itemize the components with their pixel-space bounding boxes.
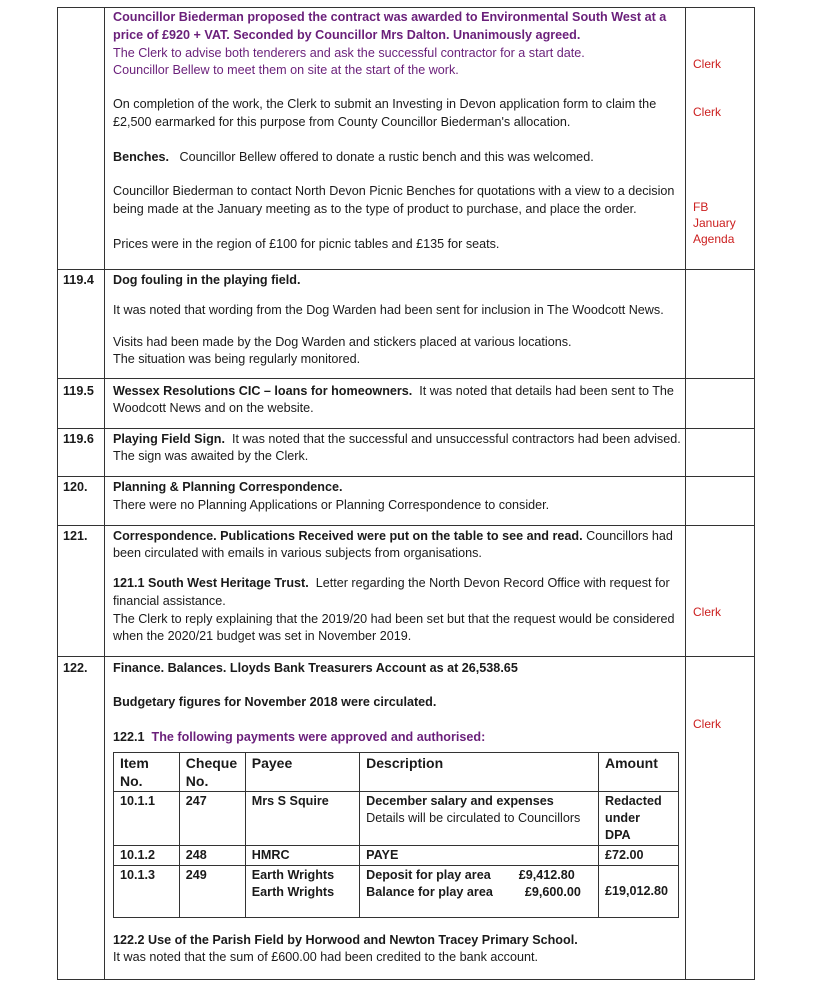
- body-line: The sign was awaited by the Clerk.: [113, 449, 309, 463]
- payments-table: [113, 752, 679, 918]
- payee-line: Earth Wrights: [251, 885, 335, 899]
- action-clerk: Clerk: [693, 605, 722, 619]
- body-line: Prices were in the region of £100 for picnic tables and £135 for seats.: [113, 237, 500, 251]
- outer-left-border: [57, 7, 58, 980]
- desc-amount: £9,600.00: [524, 885, 581, 899]
- header-text: Item: [120, 755, 149, 771]
- proposal-line: price of £920 + VAT. Seconded by Councillor Mrs Dalton. Unanimously agreed.: [113, 28, 581, 42]
- header-text: No.: [185, 773, 209, 789]
- cell-payee: HMRC: [245, 846, 359, 866]
- item-heading: Playing Field Sign.: [113, 432, 225, 446]
- body-line: £2,500 earmarked for this purpose from County Councillor Biederman's allocation.: [113, 115, 571, 129]
- table-row: [114, 792, 679, 846]
- cell-description: [360, 792, 599, 846]
- action-line: Councillor Bellew to meet them on site at the start of the work.: [113, 63, 459, 77]
- item-number: 120.: [63, 480, 88, 494]
- body-line: The Clerk to reply explaining that the 2019/20 had been set but that the request would be considered: [113, 612, 675, 626]
- desc-line: [366, 867, 592, 884]
- cell-payee: Mrs S Squire: [245, 792, 359, 846]
- cell-item: 10.1.2: [114, 846, 180, 866]
- body-line: being made at the January meeting as to the type of product to purchase, and place the order.: [113, 202, 637, 216]
- item-number: 119.4: [63, 273, 94, 287]
- item-heading: Dog fouling in the playing field.: [113, 273, 301, 287]
- benches-line: [113, 148, 594, 166]
- sub-item-heading: 121.1 South West Heritage Trust.: [113, 576, 309, 590]
- finance-balances: Finance. Balances. Lloyds Bank Treasurers Account as at 26,538.65: [113, 661, 518, 675]
- item-heading: Correspondence. Publications Received were put on the table to see and read.: [113, 529, 583, 543]
- sub-item-line: [113, 574, 670, 592]
- body-line: Councillor Biederman to contact North Devon Picnic Benches for quotations with a view to a decision: [113, 184, 675, 198]
- proposal-line: Councillor Biederman proposed the contract was awarded to Environmental South West at a: [113, 10, 667, 24]
- benches-text: Councillor Bellew offered to donate a rustic bench and this was welcomed.: [179, 150, 594, 164]
- item-line: [113, 382, 674, 400]
- item-heading: Wessex Resolutions CIC – loans for homeowners.: [113, 384, 413, 398]
- cell-description: PAYE: [360, 846, 599, 866]
- header-amount: Amount: [599, 753, 679, 792]
- header-text: Cheque: [185, 755, 238, 771]
- col-divider-2: [685, 7, 686, 980]
- amount-line: £19,012.80: [605, 884, 669, 898]
- body-line: It was noted that the sum of £600.00 had been credited to the bank account.: [113, 950, 538, 964]
- bottom-border: [57, 979, 755, 980]
- benches-heading: Benches.: [113, 150, 169, 164]
- payee-line: Earth Wrights: [251, 868, 335, 882]
- col-divider-1: [104, 7, 105, 980]
- body-line: It was noted that wording from the Dog Warden had been sent for inclusion in The Woodcott News.: [113, 303, 664, 317]
- cell-amount: [599, 866, 679, 918]
- body-line: been circulated with emails in various subjects from organisations.: [113, 546, 482, 560]
- cell-amount: [599, 792, 679, 846]
- item-number: 119.5: [63, 384, 94, 398]
- cell-payee: [245, 866, 359, 918]
- table-row: [114, 846, 679, 866]
- amount-line: DPA: [605, 828, 631, 842]
- body-line: Visits had been made by the Dog Warden and stickers placed at various locations.: [113, 335, 572, 349]
- item-line: [113, 430, 681, 448]
- desc-line: Details will be circulated to Councillors: [366, 811, 581, 825]
- action-january: January: [693, 216, 736, 230]
- row-separator: [57, 656, 755, 657]
- outer-right-border: [754, 7, 755, 980]
- sub-item-text: Letter regarding the North Devon Record Office with request for: [315, 576, 670, 590]
- item-line: [113, 527, 673, 545]
- action-clerk: Clerk: [693, 57, 722, 71]
- cell-cheque: 248: [179, 846, 245, 866]
- payments-text: The following payments were approved and authorised:: [151, 730, 486, 744]
- cell-item: 10.1.3: [114, 866, 180, 918]
- header-text: No.: [120, 773, 143, 789]
- budget-line: Budgetary figures for November 2018 were circulated.: [113, 695, 437, 709]
- cell-amount: £72.00: [599, 846, 679, 866]
- action-fb: FB: [693, 200, 709, 214]
- item-number: 122.: [63, 661, 88, 675]
- header-description: Description: [360, 753, 599, 792]
- amount-line: Redacted: [605, 794, 662, 808]
- desc-text: Balance for play area: [366, 885, 493, 899]
- item-text: It was noted that the successful and unsuccessful contractors had been advised.: [231, 432, 681, 446]
- item-heading: Planning & Planning Correspondence.: [113, 480, 343, 494]
- action-agenda: Agenda: [693, 232, 735, 246]
- item-number: 121.: [63, 529, 88, 543]
- cell-description: [360, 866, 599, 918]
- body-line: The situation was being regularly monitored.: [113, 352, 361, 366]
- desc-amount: £9,412.80: [518, 868, 575, 882]
- parish-field-heading: 122.2 Use of the Parish Field by Horwood and Newton Tracey Primary School.: [113, 933, 578, 947]
- header-item-no: [114, 753, 180, 792]
- body-line: There were no Planning Applications or Planning Correspondence to consider.: [113, 498, 550, 512]
- action-line: The Clerk to advise both tenderers and ask the successful contractor for a start date.: [113, 46, 585, 60]
- cell-cheque: 249: [179, 866, 245, 918]
- header-cheque-no: [179, 753, 245, 792]
- body-line: Woodcott News and on the website.: [113, 401, 314, 415]
- desc-text: Deposit for play area: [366, 868, 491, 882]
- header-payee: Payee: [245, 753, 359, 792]
- table-header-row: [114, 753, 679, 792]
- body-line: when the 2020/21 budget was set in November 2019.: [113, 629, 412, 643]
- body-line: On completion of the work, the Clerk to submit an Investing in Devon application form to claim the: [113, 97, 657, 111]
- desc-line: December salary and expenses: [366, 794, 554, 808]
- payments-heading: [113, 728, 485, 746]
- amount-line: under: [605, 811, 640, 825]
- item-text: It was noted that details had been sent to The: [419, 384, 674, 398]
- cell-item: 10.1.1: [114, 792, 180, 846]
- payments-number: 122.1: [113, 730, 145, 744]
- desc-line: [366, 884, 592, 901]
- table-row: [114, 866, 679, 918]
- body-line: financial assistance.: [113, 594, 226, 608]
- cell-cheque: 247: [179, 792, 245, 846]
- row-separator: [57, 378, 755, 379]
- item-text: Councillors had: [586, 529, 673, 543]
- action-clerk: Clerk: [693, 105, 722, 119]
- action-clerk: Clerk: [693, 717, 722, 731]
- item-number: 119.6: [63, 432, 94, 446]
